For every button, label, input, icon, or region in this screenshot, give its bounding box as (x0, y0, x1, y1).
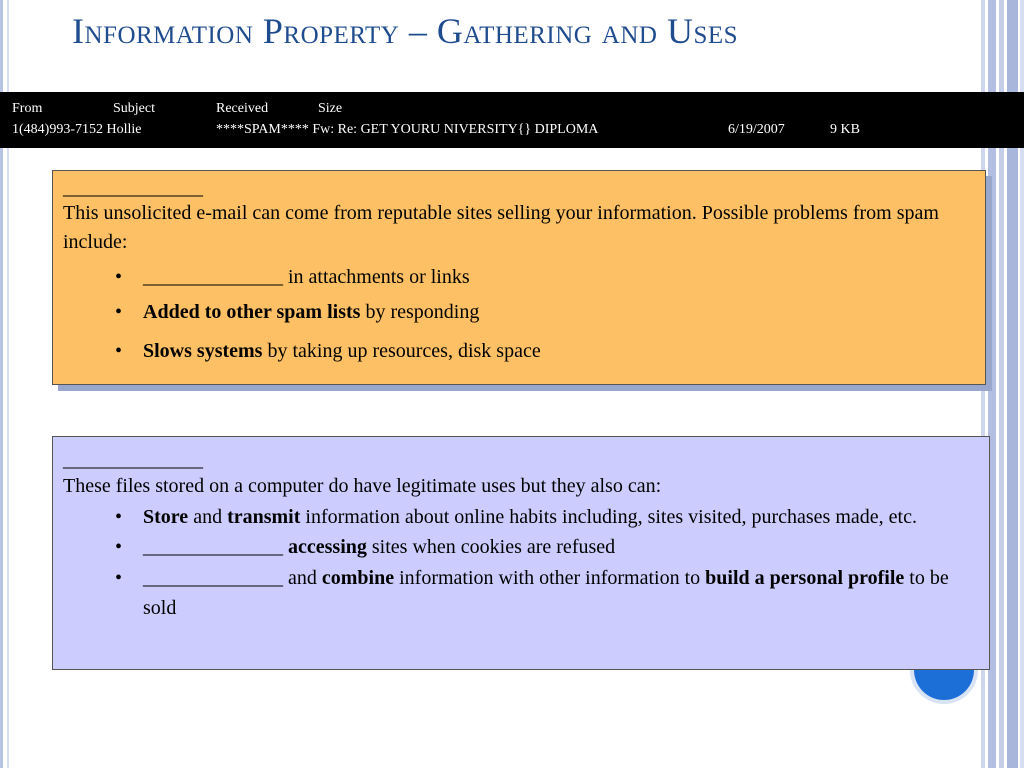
list-item (63, 298, 975, 327)
bullet-glyph: • (115, 266, 123, 288)
spam-bullet-list (63, 263, 975, 366)
fill-in-blank: ______________ (143, 536, 288, 558)
bullet-text: and (188, 505, 228, 528)
bullet-text: information with other information to (394, 566, 706, 589)
email-received-value: 6/19/2007 (728, 122, 785, 137)
bullet-bold-text: build a personal profile (705, 566, 905, 589)
bullet-bold-text: transmit (227, 505, 301, 528)
cookie-info-box (52, 436, 990, 670)
spam-info-box (52, 170, 986, 385)
fill-in-blank: ______________ (143, 566, 283, 589)
bullet-text: information about online habits including, sites visited, purchases made, etc. (300, 505, 917, 528)
bullet-glyph: • (115, 301, 123, 323)
list-item (63, 263, 975, 292)
cookie-intro-text: These files stored on a computer do have legitimate uses but they also can: (63, 475, 662, 497)
bullet-text: by taking up resources, disk space (262, 340, 541, 362)
bullet-glyph: • (115, 536, 123, 558)
list-item (63, 502, 979, 533)
spam-intro-text: This unsolicited e-mail can come from reputable sites selling your information. Possible problems from spam include: (63, 202, 939, 253)
bullet-glyph: • (115, 505, 123, 528)
bullet-text: in attachments or links (283, 266, 470, 288)
bullet-glyph: • (115, 566, 123, 589)
email-size-value: 9 KB (830, 122, 860, 137)
email-subject-value: ****SPAM**** Fw: Re: GET YOURU NIVERSITY{} DIPLOMA (216, 122, 599, 137)
received-column-header: Received (216, 101, 269, 116)
list-item (63, 563, 979, 624)
bullet-bold-text: Slows systems (143, 340, 263, 362)
fill-in-blank: ______________ (143, 266, 283, 288)
bullet-text: sites when cookies are refused (366, 536, 616, 558)
subject-column-header: Subject (113, 101, 155, 116)
bullet-bold-text: combine (321, 566, 395, 589)
bullet-glyph: • (115, 340, 123, 362)
from-column-header: From (12, 101, 43, 116)
bullet-text: to be sold (143, 566, 949, 619)
bullet-text: by responding (360, 301, 480, 323)
bullet-bold-text: Added to other spam lists (143, 301, 361, 323)
bullet-bold-text: Store (143, 505, 189, 528)
email-from-value: 1(484)993-7152 Hollie (12, 122, 142, 137)
bullet-text: and (283, 566, 322, 589)
spam-heading-blank: ______________ (63, 177, 203, 199)
size-column-header: Size (318, 101, 343, 116)
slide-title: Information Property – Gathering and Uses (72, 11, 739, 51)
email-header-bar (0, 92, 1024, 148)
list-item (63, 337, 975, 366)
bullet-bold-text: accessing (288, 536, 367, 558)
cookie-heading-blank: ______________ (63, 449, 203, 471)
list-item (63, 532, 979, 563)
cookie-bullet-list (63, 502, 979, 624)
